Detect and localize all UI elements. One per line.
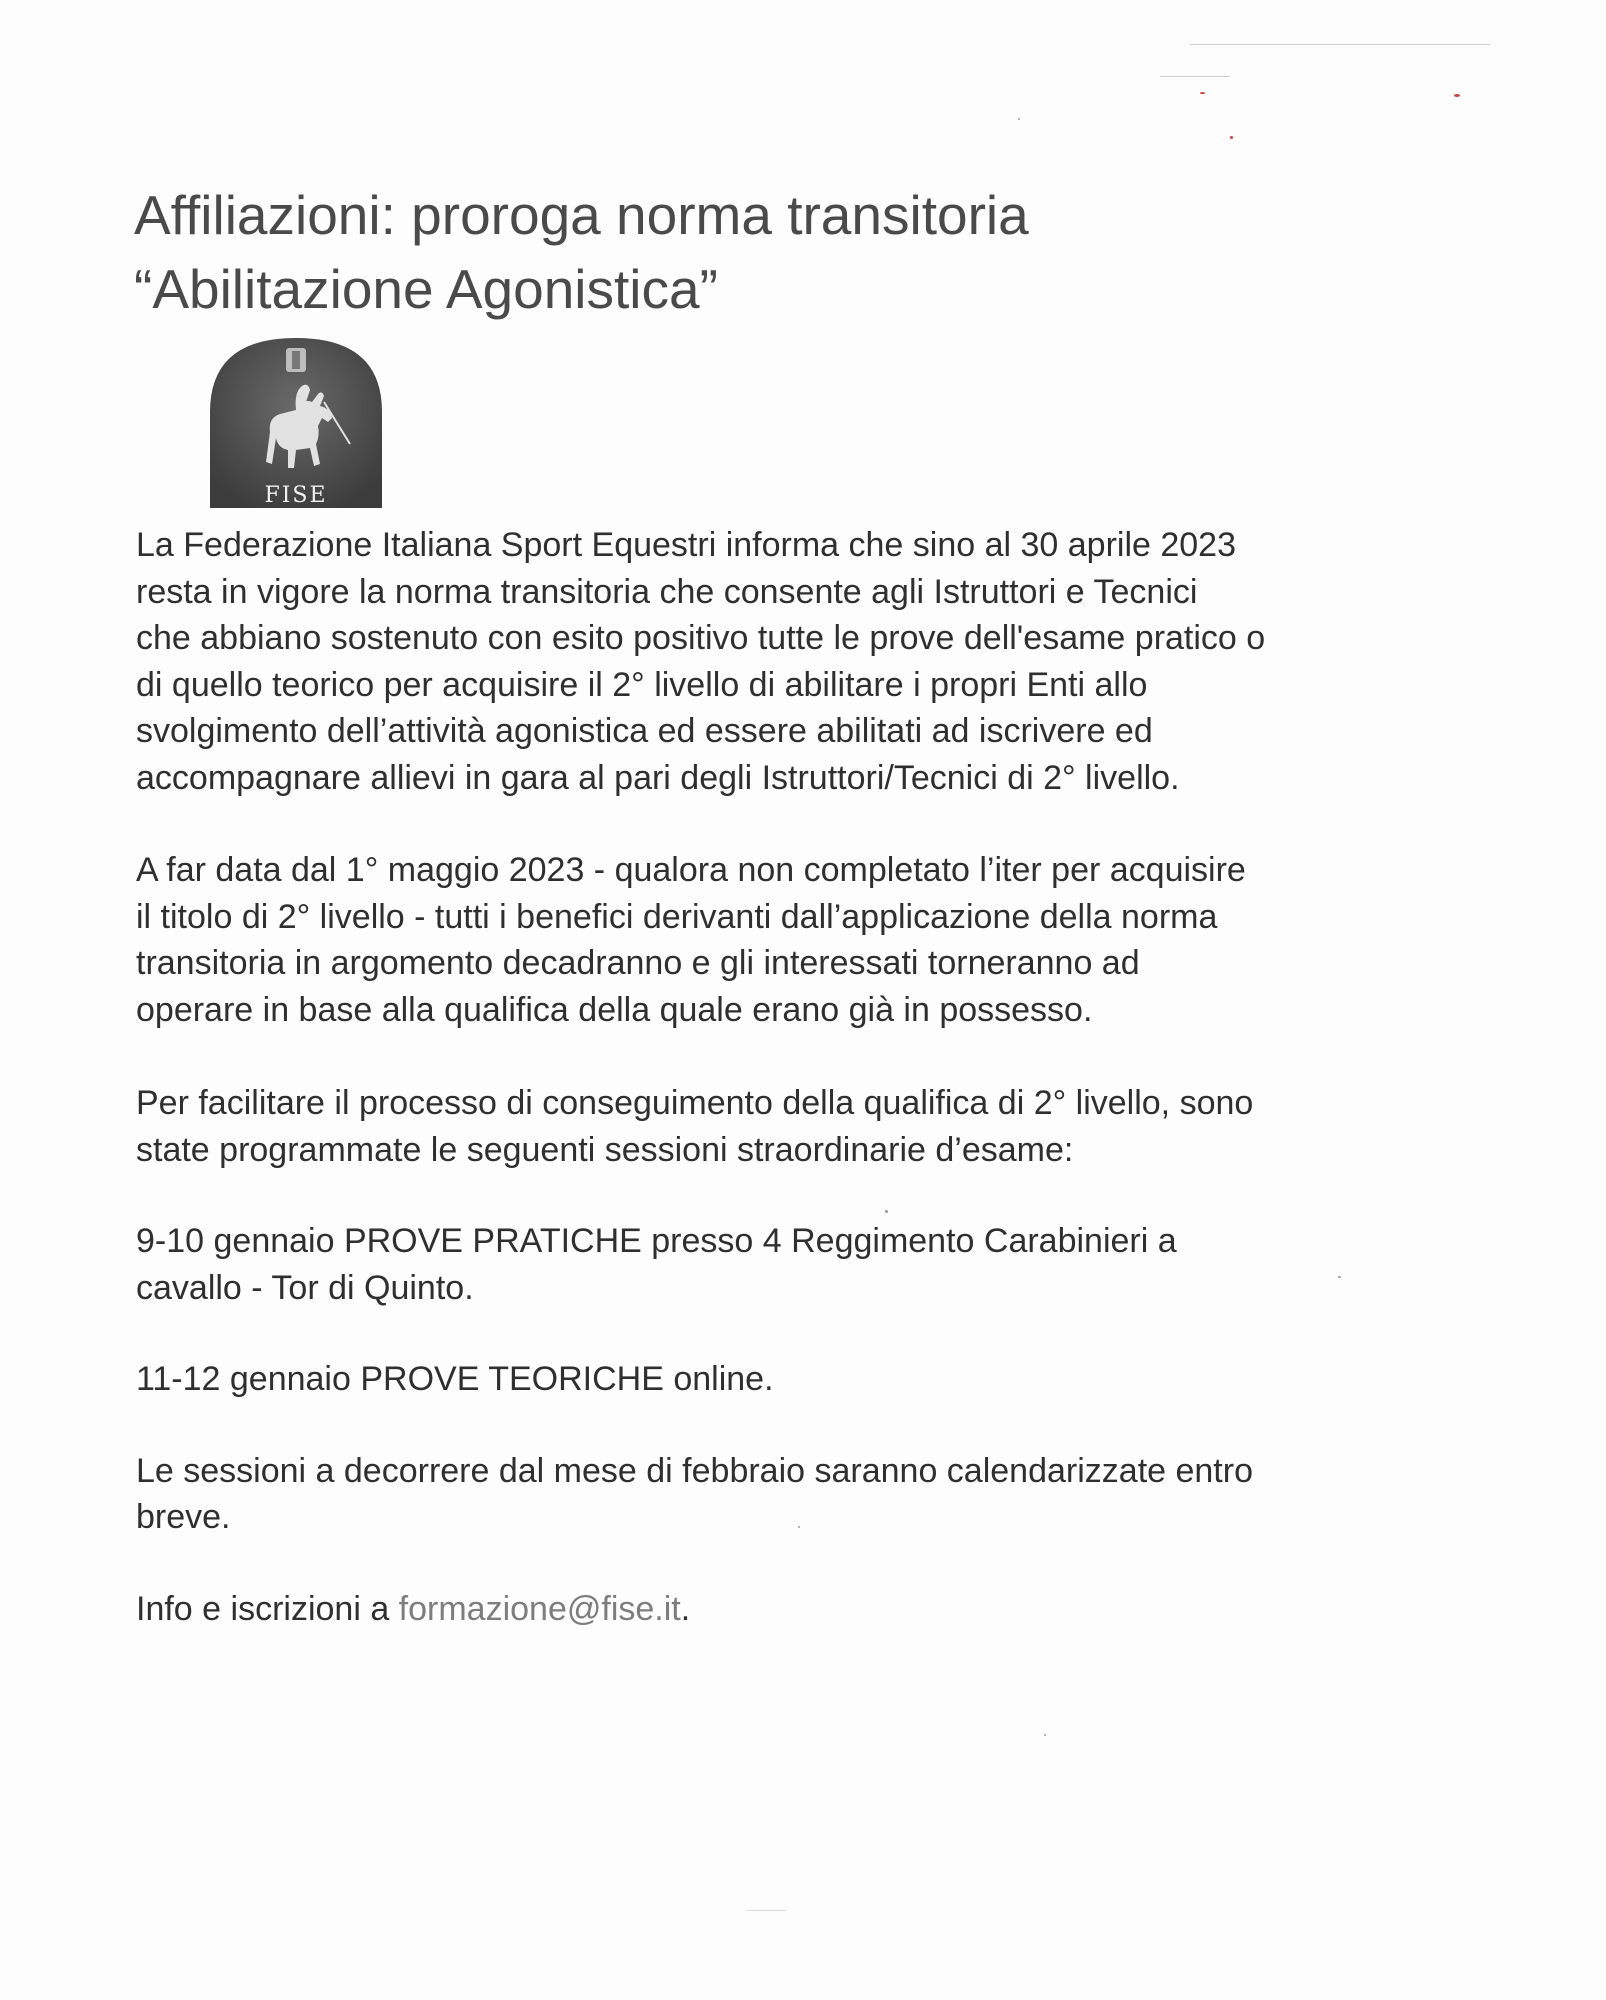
paragraph-deadline: A far data dal 1° maggio 2023 - qualora non completato l’iter per acquisire il titolo di 2° livello - tutti i benefici derivanti dall’applicazione della norma transitoria in argomento decadranno e gli interessati torneranno ad operare in base alla qualifica della quale erano già in possesso. xyxy=(136,851,1246,1029)
scan-speck xyxy=(1044,1734,1046,1736)
scan-speck xyxy=(1454,94,1460,97)
info-prefix: Info e iscrizioni a xyxy=(136,1589,399,1628)
logo-text: FISE xyxy=(264,483,328,508)
document-body xyxy=(136,522,1516,1679)
document-title xyxy=(134,178,1334,326)
email-link[interactable]: formazione@fise.it xyxy=(398,1589,681,1628)
paragraph-intro: La Federazione Italiana Sport Equestri informa che sino al 30 aprile 2023 resta in vigore la norma transitoria che consente agli Istruttori e Tecnici che abbiano sostenuto con esito positivo tutte le prove dell'esame pratico o di quello teorico per acquisire il 2° livello di abilitare i propri Enti allo svolgimento dell’attività agonistica ed essere abilitati ad iscrivere ed accompagnare allievi in gara al pari degli Istruttori/Tecnici di 2° livello. xyxy=(136,526,1266,797)
title-line-1: Affiliazioni: proroga norma transitoria xyxy=(134,184,1029,246)
scan-speck xyxy=(1230,136,1233,139)
fise-logo xyxy=(200,332,392,512)
info-suffix: . xyxy=(680,1589,691,1628)
fise-equestrian-logo-icon xyxy=(200,332,392,512)
scan-scratch xyxy=(746,1910,786,1911)
scan-scratch xyxy=(1190,44,1490,45)
title-line-2: “Abilitazione Agonistica” xyxy=(134,258,718,320)
paragraph-february-sessions: Le sessioni a decorrere dal mese di febbraio saranno calendarizzate entro breve. xyxy=(136,1451,1253,1536)
paragraph-info xyxy=(136,1586,1516,1633)
scan-speck xyxy=(1200,92,1205,94)
paragraph-practical-exams: 9-10 gennaio PROVE PRATICHE presso 4 Reggimento Carabinieri a cavallo - Tor di Quinto. xyxy=(136,1222,1177,1307)
scan-speck xyxy=(1018,118,1020,120)
paragraph-theory-exams: 11-12 gennaio PROVE TEORICHE online. xyxy=(136,1360,774,1398)
scan-scratch xyxy=(1160,76,1230,77)
paragraph-sessions-intro: Per facilitare il processo di conseguimento della qualifica di 2° livello, sono state programmate le seguenti sessioni straordinarie d’esame: xyxy=(136,1084,1254,1169)
